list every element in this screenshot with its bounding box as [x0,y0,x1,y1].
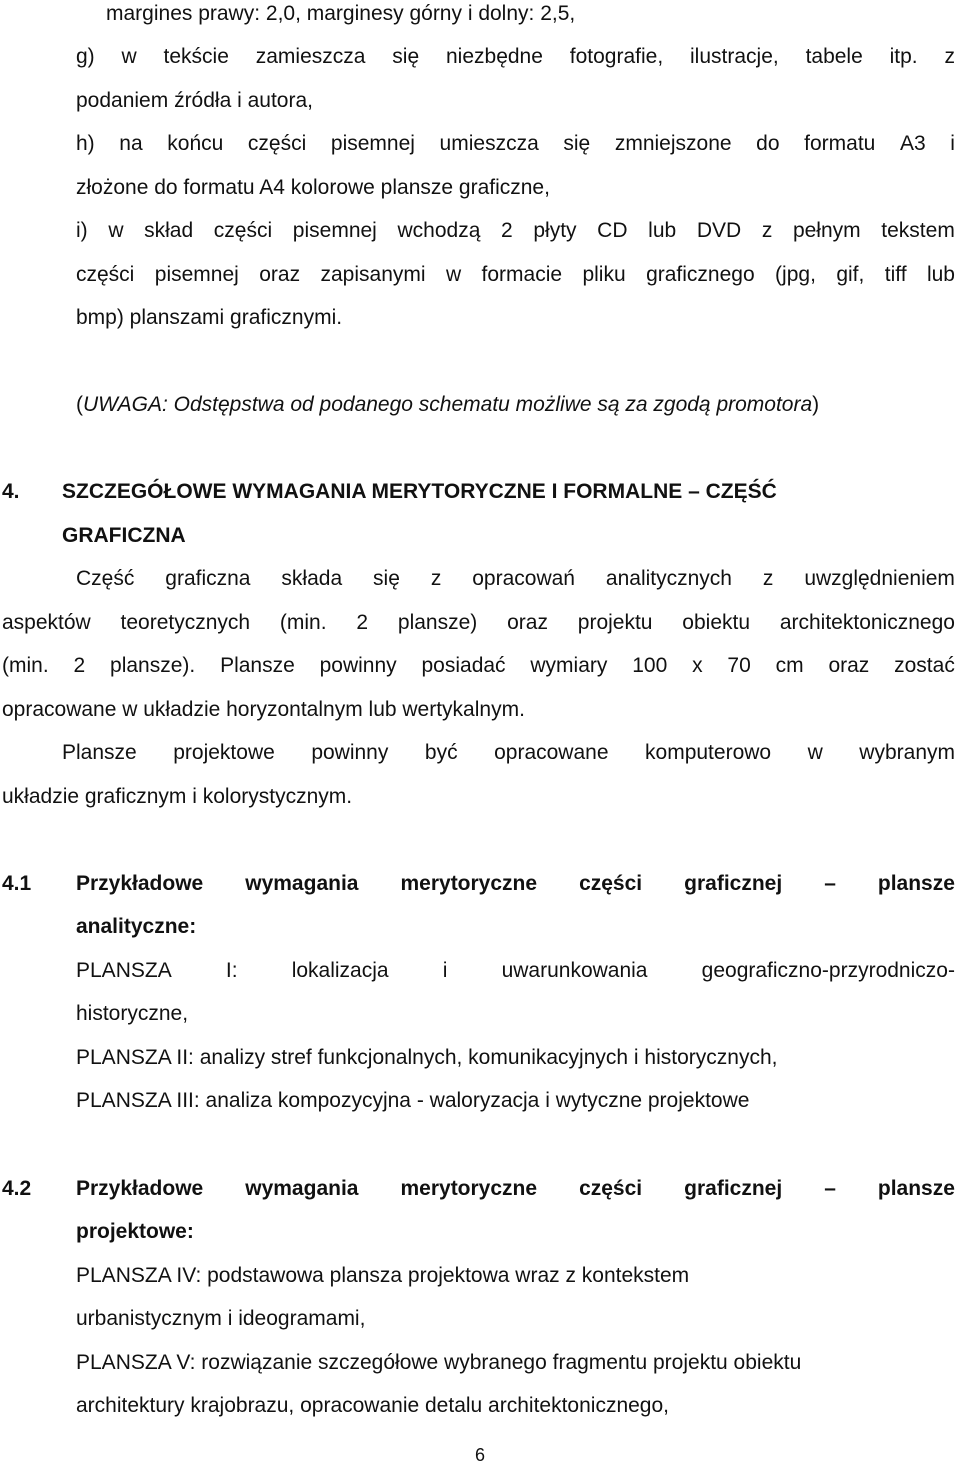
word: architektonicznego [779,611,955,634]
word: powinny [319,654,397,677]
word: w [108,219,124,242]
word: umieszcza [439,132,539,155]
item-g-continuation: podaniem źródła i autora, [76,89,313,112]
word: (min. [279,611,327,634]
word: i [442,959,448,982]
word: opracowane [494,741,609,764]
note-close-paren: ) [812,393,820,416]
word: posiadać [421,654,506,677]
word: obiektu [682,611,751,634]
word: (min. [2,654,49,677]
section-4-para-2-line-1 [62,742,955,763]
word: lub [926,263,955,286]
word: tekście [163,45,229,68]
plansza-5-continuation: architektury krajobrazu, opracowanie detalu architektonicznego, [76,1394,669,1417]
word: i [950,132,955,155]
word: pisemnej [154,263,239,286]
word: części [247,132,307,155]
section-4-para-1-line-1 [76,568,955,589]
section-4-1-number: 4.1 [2,872,32,895]
word: się [563,132,591,155]
word: lokalizacja [291,959,389,982]
word: plansze). [110,654,196,677]
word: ilustracje, [690,45,779,68]
word: końcu [167,132,224,155]
word: z [944,45,955,68]
word: w [445,263,462,286]
word: na [119,132,143,155]
word: aspektów [2,611,91,634]
word: Plansze [62,741,137,764]
word: graficznej [684,872,783,895]
word: pisemnej [330,132,415,155]
section-4-heading-line-1: SZCZEGÓŁOWE WYMAGANIA MERYTORYCZNE I FORMALNE – CZĘŚĆ [62,480,777,503]
section-4-2-number: 4.2 [2,1177,32,1200]
word: zmniejszone [614,132,732,155]
section-4-para-1-line-2 [2,612,955,633]
word: i) [76,219,88,242]
section-4-para-1-line-4: opracowane w układzie horyzontalnym lub wertykalnym. [2,698,525,721]
word: części [76,263,135,286]
word: się [373,567,400,590]
word: A3 [899,132,926,155]
margins-line: margines prawy: 2,0, marginesy górny i dolny: 2,5, [106,2,576,25]
word: plansze [877,872,955,895]
word: CD [597,219,628,242]
item-g-line [76,46,955,67]
word: I: [225,959,238,982]
section-4-number: 4. [2,480,20,503]
word: DVD [696,219,742,242]
word: wybranym [859,741,955,764]
word: uwzględnieniem [804,567,955,590]
word: komputerowo [645,741,772,764]
word: lub [648,219,677,242]
plansza-2-line: PLANSZA II: analizy stref funkcjonalnych, komunikacyjnych i historycznych, [76,1046,778,1069]
word: pełnym [792,219,861,242]
word: tiff [884,263,907,286]
plansza-5-line: PLANSZA V: rozwiązanie szczegółowe wybranego fragmentu projektu obiektu [76,1351,802,1374]
word: w [807,741,823,764]
item-i-continuation: bmp) planszami graficznymi. [76,306,343,329]
word: części [579,872,643,895]
word: 2 [73,654,86,677]
word: wymagania [245,872,359,895]
word: x [692,654,703,677]
word: – [824,1177,836,1200]
word: oraz [507,611,548,634]
word: projektowe [173,741,275,764]
item-i-line-2 [76,264,955,285]
word: graficznej [684,1177,783,1200]
word: merytoryczne [400,872,538,895]
word: – [824,872,836,895]
word: formacie [481,263,563,286]
word: itp. [889,45,918,68]
word: Część [76,567,135,590]
word: części [213,219,273,242]
plansza-4-continuation: urbanistycznym i ideogramami, [76,1307,366,1330]
plansza-1-continuation: historyczne, [76,1002,189,1025]
word: z [762,567,774,590]
word: cm [775,654,804,677]
word: 100 [632,654,668,677]
word: oraz [259,263,301,286]
section-4-heading-line-2: GRAFICZNA [62,524,186,547]
word: (jpg, [775,263,816,286]
word: niezbędne [446,45,543,68]
section-4-para-2-line-2: układzie graficznym i kolorystycznym. [2,785,353,808]
word: oraz [828,654,870,677]
word: powinny [311,741,389,764]
word: plansze [877,1177,955,1200]
section-4-2-heading-continuation: projektowe: [76,1220,194,1243]
word: analitycznych [605,567,732,590]
plansza-4-line: PLANSZA IV: podstawowa plansza projektowa wraz z kontekstem [76,1264,690,1287]
word: zamieszcza [255,45,366,68]
item-h-continuation: złożone do formatu A4 kolorowe plansze graficzne, [76,176,550,199]
word: graficzna [165,567,251,590]
word: projektu [577,611,653,634]
word: wymagania [245,1177,359,1200]
word: skład [144,219,194,242]
word: formatu [804,132,876,155]
word: Przykładowe [76,1177,204,1200]
note-text: UWAGA: Odstępstwa od podanego schematu możliwe są za zgodą promotora [83,393,813,416]
word: tabele [805,45,863,68]
section-4-para-1-line-3 [2,655,955,676]
word: do [756,132,780,155]
word: zapisanymi [320,263,426,286]
word: geograficzno-przyrodniczo- [701,959,955,982]
word: składa [281,567,343,590]
word: Przykładowe [76,872,204,895]
word: plansze) [397,611,478,634]
word: 70 [727,654,751,677]
note-line [76,394,819,415]
word: z [430,567,442,590]
word: Plansze [220,654,295,677]
word: merytoryczne [400,1177,538,1200]
word: teoretycznych [120,611,251,634]
word: pliku [582,263,626,286]
word: gif, [836,263,865,286]
word: wchodzą [397,219,481,242]
word: w [121,45,137,68]
item-h-line [76,133,955,154]
word: h) [76,132,95,155]
word: PLANSZA [76,959,172,982]
word: tekstem [881,219,955,242]
word: pisemnej [292,219,377,242]
word: 2 [356,611,369,634]
word: być [424,741,458,764]
plansza-1-line [76,960,955,981]
word: fotografie, [569,45,664,68]
page-number: 6 [474,1445,485,1465]
word: wymiary [530,654,608,677]
item-i-line-1 [76,220,955,241]
word: opracowań [472,567,575,590]
section-4-2-heading [76,1178,955,1199]
word: części [579,1177,643,1200]
section-4-1-heading [76,873,955,894]
word: g) [76,45,95,68]
word: 2 [501,219,513,242]
plansza-3-line: PLANSZA III: analiza kompozycyjna - waloryzacja i wytyczne projektowe [76,1089,750,1112]
word: się [392,45,420,68]
word: graficznego [646,263,755,286]
note-open-paren: ( [76,393,83,416]
word: uwarunkowania [501,959,648,982]
word: płyty [533,219,577,242]
section-4-1-heading-continuation: analityczne: [76,915,197,938]
word: zostać [894,654,955,677]
word: z [761,219,773,242]
